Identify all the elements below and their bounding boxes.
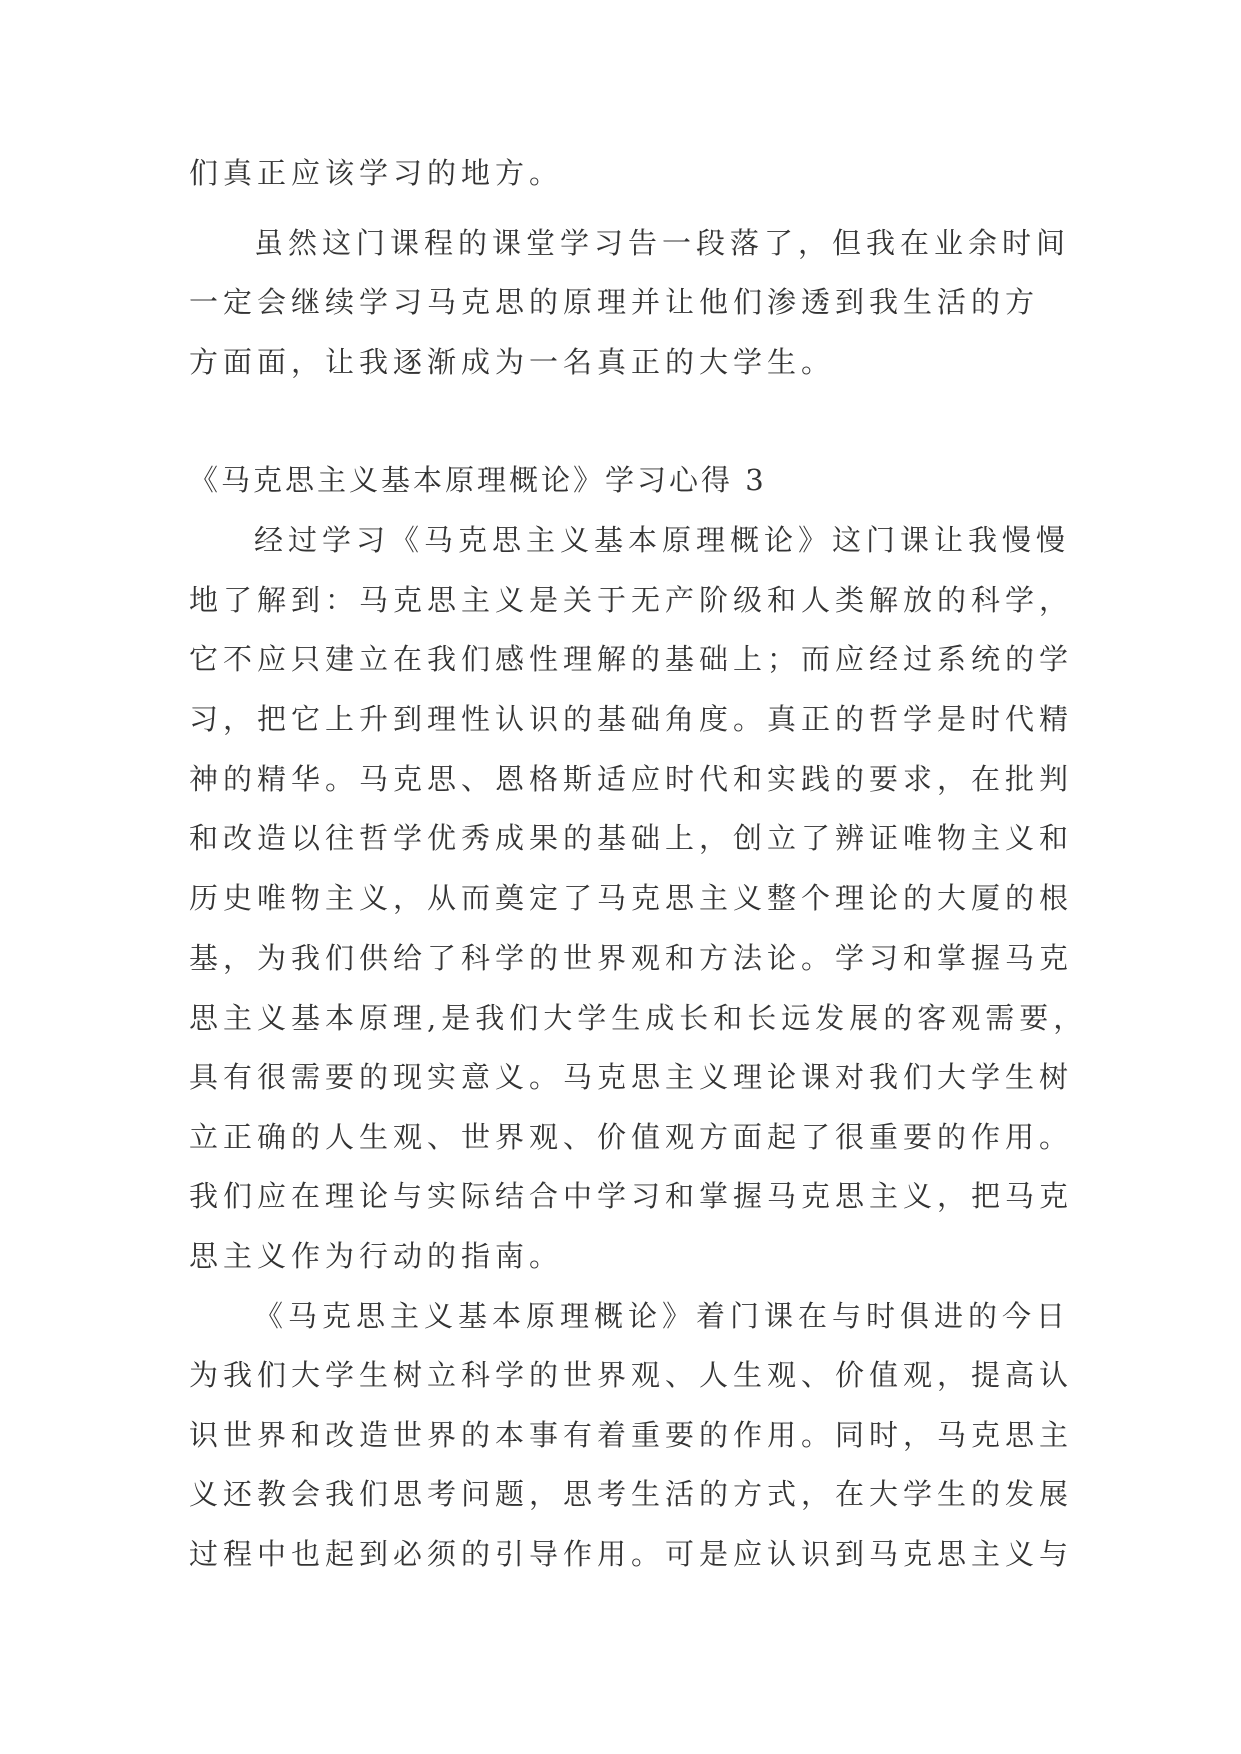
paragraph-line: 历史唯物主义，从而奠定了马克思主义整个理论的大厦的根 (189, 881, 1074, 915)
paragraph-line: 虽然这门课程的课堂学习告一段落了，但我在业余时间 (254, 226, 1071, 260)
paragraph-line: 一定会继续学习马克思的原理并让他们渗透到我生活的方 (189, 285, 1040, 319)
paragraph-line: 们真正应该学习的地方。 (189, 156, 564, 190)
paragraph-line: 思主义作为行动的指南。 (189, 1239, 564, 1273)
paragraph-line: 和改造以往哲学优秀成果的基础上，创立了辨证唯物主义和 (189, 821, 1074, 855)
section-heading: 《马克思主义基本原理概论》学习心得 3 (189, 463, 767, 497)
paragraph-line: 基，为我们供给了科学的世界观和方法论。学习和掌握马克 (189, 941, 1074, 975)
paragraph-line: 我们应在理论与实际结合中学习和掌握马克思主义，把马克 (189, 1179, 1074, 1213)
paragraph-line: 思主义基本原理,是我们大学生成长和长远发展的客观需要， (189, 1001, 1088, 1035)
paragraph-line: 过程中也起到必须的引导作用。可是应认识到马克思主义与 (189, 1537, 1074, 1571)
paragraph-line: 识世界和改造世界的本事有着重要的作用。同时，马克思主 (189, 1418, 1074, 1452)
paragraph-line: 神的精华。马克思、恩格斯适应时代和实践的要求，在批判 (189, 762, 1074, 796)
paragraph-line: 经过学习《马克思主义基本原理概论》这门课让我慢慢 (254, 523, 1071, 557)
paragraph-line: 为我们大学生树立科学的世界观、人生观、价值观，提高认 (189, 1358, 1074, 1392)
paragraph-line: 习，把它上升到理性认识的基础角度。真正的哲学是时代精 (189, 702, 1074, 736)
paragraph-line: 具有很需要的现实意义。马克思主义理论课对我们大学生树 (189, 1060, 1074, 1094)
paragraph-line: 地了解到：马克思主义是关于无产阶级和人类解放的科学， (189, 583, 1074, 617)
paragraph-line: 义还教会我们思考问题，思考生活的方式，在大学生的发展 (189, 1477, 1074, 1511)
paragraph-line: 它不应只建立在我们感性理解的基础上；而应经过系统的学 (189, 642, 1074, 676)
paragraph-line: 方面面，让我逐渐成为一名真正的大学生。 (189, 345, 836, 379)
paragraph-line: 《马克思主义基本原理概论》着门课在与时俱进的今日 (254, 1299, 1071, 1333)
paragraph-line: 立正确的人生观、世界观、价值观方面起了很重要的作用。 (189, 1120, 1074, 1154)
